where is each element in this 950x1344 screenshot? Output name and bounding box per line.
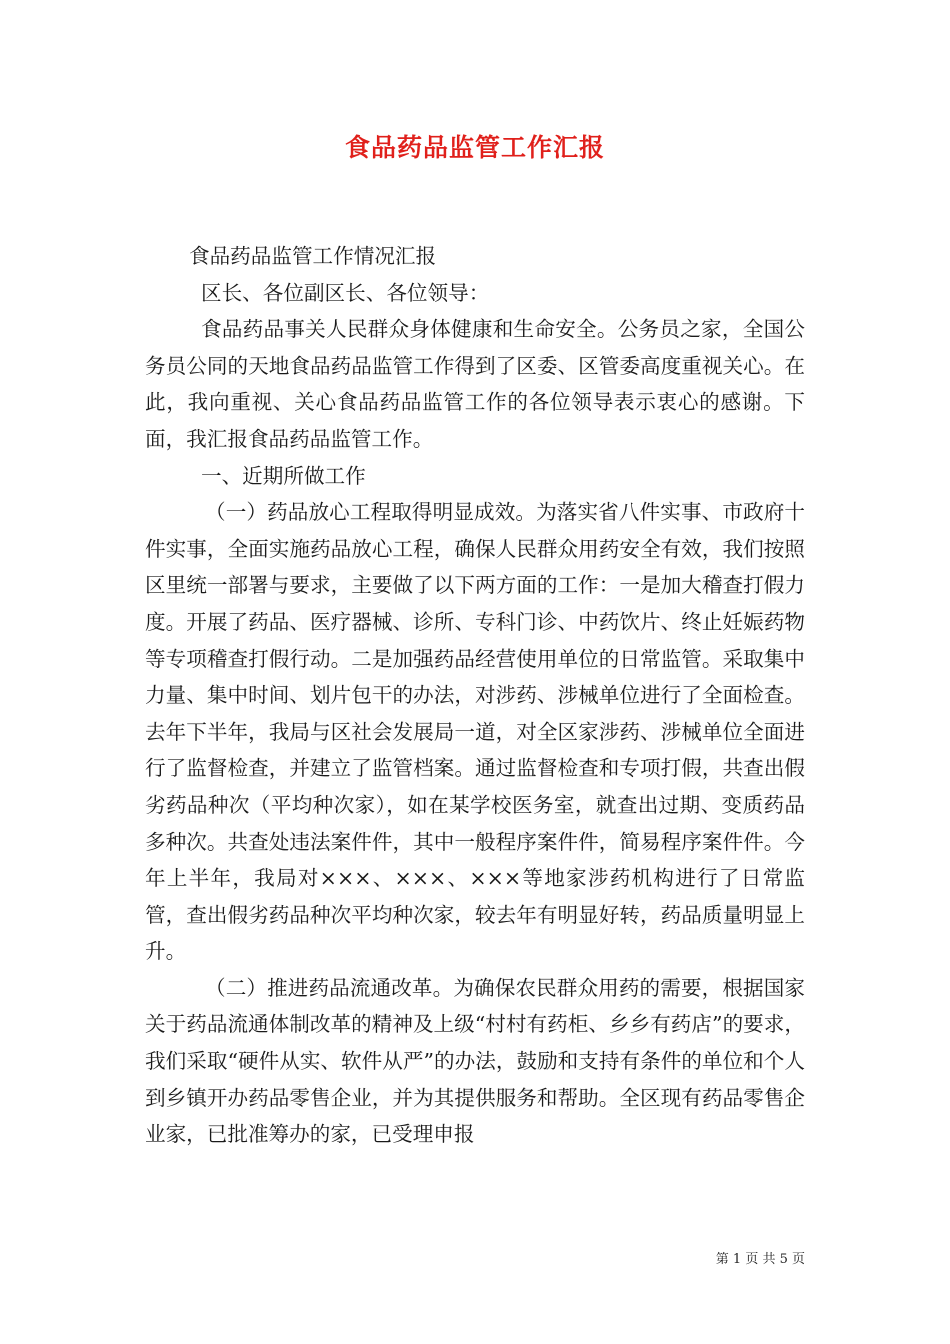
salutation: 区长、各位副区长、各位领导： (201, 280, 490, 305)
section-heading-1: 一、近期所做工作 (201, 463, 366, 488)
paragraph-section-1-1: （一）药品放心工程取得明显成效。为落实省八件实事、市政府十件实事，全面实施药品放心工程，确保人民群众用药安全有效，我们按照区里统一部署与要求，主要做了以下两方面的工作：一是加大稽查打假力度。开展了药品、医疗器械、诊所、专科门诊、中药饮片、终止妊娠药物等专项稽查打假行动。二是加强药品经营使用单位的日常监管。采取集中力量、集中时间、划片包干的办法，对涉药、涉械单位进行了全面检查。去年下半年，我局与区社会发展局一道，对全区家涉药、涉械单位全面进行了监督检查，并建立了监管档案。通过监督检查和专项打假，共查出假劣药品种次（平均种次家），如在某学校医务室，就查出过期、变质药品多种次。共查处违法案件件，其中一般程序案件件，简易程序案件件。今年上半年，我局对×××、×××、×××等地家涉药机构进行了日常监管，查出假劣药品种次平均种次家，较去年有明显好转，药品质量明显上升。 (145, 500, 805, 964)
report-subtitle: 食品药品监管工作情况汇报 (189, 244, 437, 268)
document-body (145, 238, 805, 1153)
paragraph-intro: 食品药品事关人民群众身体健康和生命安全。公务员之家，全国公务员公同的天地食品药品监管工作得到了区委、区管委高度重视关心。在此，我向重视、关心食品药品监管工作的各位领导表示衷心的感谢。下面，我汇报食品药品监管工作。 (145, 317, 805, 451)
document-title: 食品药品监管工作汇报 (344, 133, 605, 162)
page-number-footer: 第 1 页 共 5 页 (715, 1252, 805, 1267)
paragraph-section-1-2: （二）推进药品流通改革。为确保农民群众用药的需要，根据国家关于药品流通体制改革的精神及上级“村村有药柜、乡乡有药店”的要求，我们采取“硬件从实、软件从严”的办法，鼓励和支持有条件的单位和个人到乡镇开办药品零售企业，并为其提供服务和帮助。全区现有药品零售企业家，已批准筹办的家，已受理申报 (145, 975, 805, 1147)
